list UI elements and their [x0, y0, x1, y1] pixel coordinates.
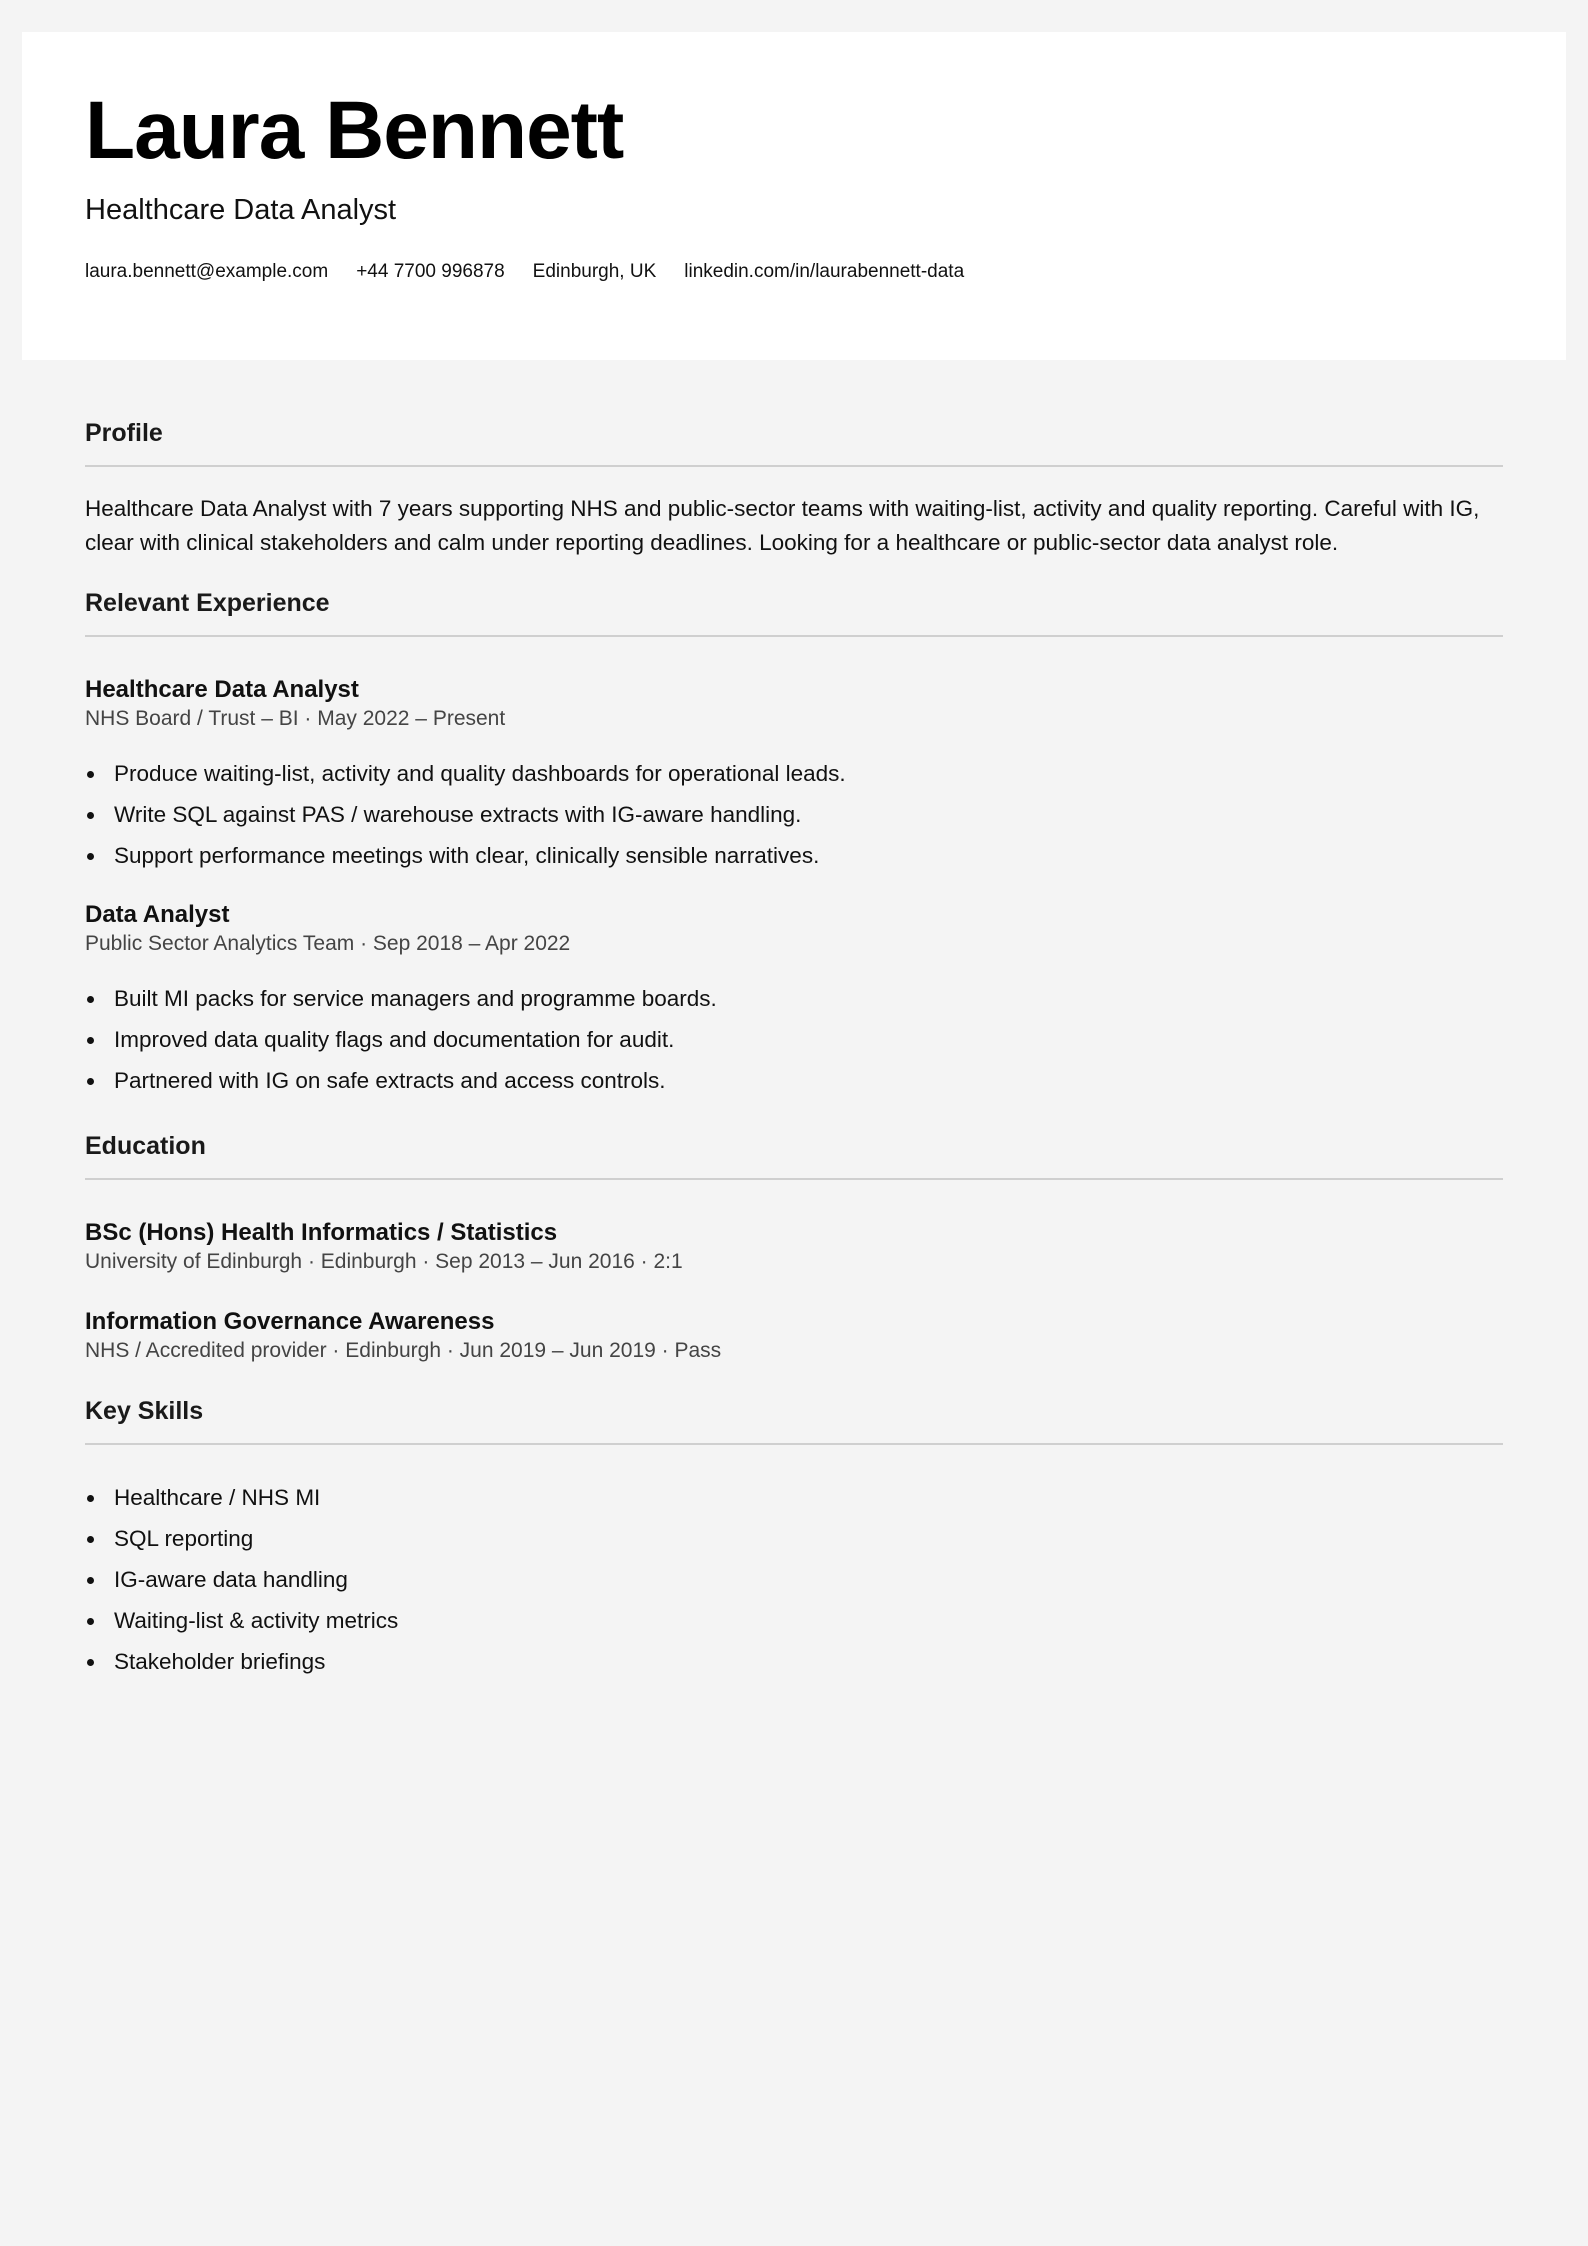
skill-item: Healthcare / NHS MI	[85, 1477, 1503, 1518]
job-title: Data Analyst	[85, 901, 230, 928]
skills-section	[85, 1394, 1503, 1682]
contact-location: Edinburgh, UK	[532, 261, 657, 282]
skill-item: Waiting-list & activity metrics	[85, 1600, 1503, 1641]
experience-heading: Relevant Experience	[85, 589, 330, 617]
section-divider	[85, 635, 1503, 637]
resume-header	[22, 32, 1566, 360]
contact-email[interactable]: laura.bennett@example.com	[85, 261, 329, 282]
resume-body	[85, 416, 1503, 1682]
job-bullets	[85, 978, 1503, 1101]
skill-item: SQL reporting	[85, 1518, 1503, 1559]
contact-phone[interactable]: +44 7700 996878	[356, 261, 505, 282]
education-section	[85, 1129, 1503, 1365]
profile-section	[85, 416, 1503, 560]
job-title: Healthcare Data Analyst	[85, 676, 359, 703]
degree-meta: NHS / Accredited provider · Edinburgh · Jun 2019 – Jun 2019 · Pass	[85, 1339, 722, 1362]
degree-meta: University of Edinburgh · Edinburgh · Sep 2013 – Jun 2016 · 2:1	[85, 1250, 683, 1273]
profile-heading: Profile	[85, 419, 163, 447]
job-bullet: Write SQL against PAS / warehouse extracts with IG-aware handling.	[85, 794, 1503, 835]
job-meta: NHS Board / Trust – BI · May 2022 – Present	[85, 707, 506, 730]
job-bullet: Partnered with IG on safe extracts and access controls.	[85, 1060, 1503, 1101]
job-entry	[85, 900, 1503, 1101]
skill-item: Stakeholder briefings	[85, 1641, 1503, 1682]
job-bullet: Support performance meetings with clear, clinically sensible narratives.	[85, 835, 1503, 876]
profile-summary: Healthcare Data Analyst with 7 years supporting NHS and public-sector teams with waiting-list, activity and quality reporting. Careful with IG, clear with clinical stakeholders and calm under reporting deadlines. Looking for a healthcare or public-sector data analyst role.	[85, 496, 1480, 555]
job-bullet: Produce waiting-list, activity and quality dashboards for operational leads.	[85, 753, 1503, 794]
skills-list	[85, 1477, 1503, 1682]
job-bullet: Improved data quality flags and documentation for audit.	[85, 1019, 1503, 1060]
contact-row	[85, 262, 964, 281]
job-meta: Public Sector Analytics Team · Sep 2018 – Apr 2022	[85, 932, 571, 955]
skill-item: IG-aware data handling	[85, 1559, 1503, 1600]
experience-section	[85, 586, 1503, 1101]
section-divider	[85, 1178, 1503, 1180]
contact-linkedin[interactable]: linkedin.com/in/laurabennett-data	[684, 261, 965, 282]
job-bullet: Built MI packs for service managers and programme boards.	[85, 978, 1503, 1019]
job-bullets	[85, 753, 1503, 876]
job-entry	[85, 675, 1503, 876]
education-entry	[85, 1307, 1503, 1365]
section-divider	[85, 1443, 1503, 1445]
section-divider	[85, 465, 1503, 467]
degree-title: BSc (Hons) Health Informatics / Statistics	[85, 1219, 558, 1246]
education-heading: Education	[85, 1132, 206, 1160]
education-entry	[85, 1218, 1503, 1276]
skills-heading: Key Skills	[85, 1397, 204, 1425]
candidate-name: Laura Bennett	[85, 85, 624, 176]
candidate-headline: Healthcare Data Analyst	[85, 194, 397, 226]
degree-title: Information Governance Awareness	[85, 1308, 495, 1335]
